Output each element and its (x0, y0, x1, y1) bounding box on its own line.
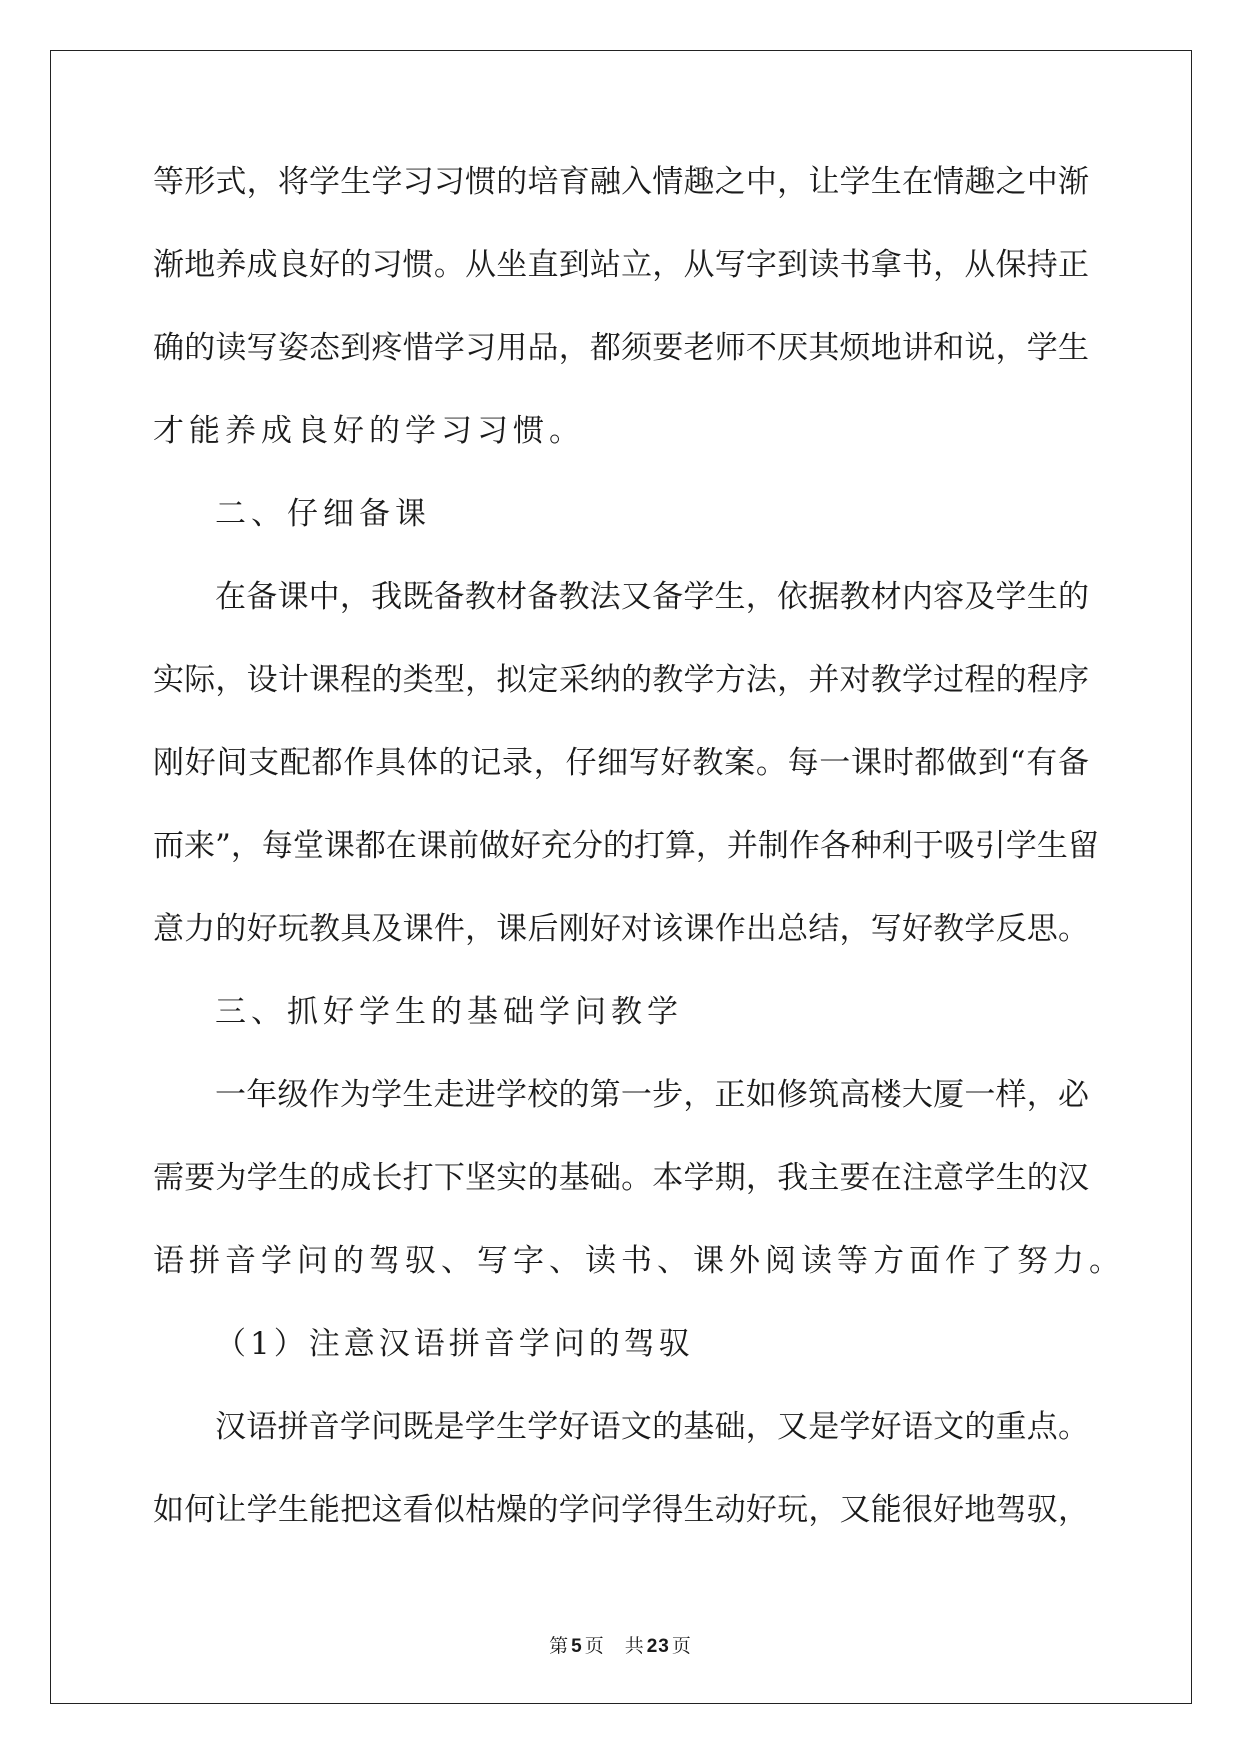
paragraph-line: 等形式，将学生学习习惯的培育融入情趣之中，让学生在情趣之中渐 (153, 164, 1089, 200)
page-suffix: 页 (584, 1635, 605, 1657)
paragraph-line: 实际，设计课程的类型，拟定采纳的教学方法，并对教学过程的程序 (153, 662, 1089, 698)
subsection-heading: （1）注意汉语拼音学问的驾驭 (215, 1326, 694, 1362)
paragraph-line: 才能养成良好的学习习惯。 (153, 413, 585, 449)
total-pages: 23 (646, 1636, 670, 1657)
paragraph-line: 汉语拼音学问既是学生学好语文的基础，又是学好语文的重点。 (215, 1409, 1089, 1445)
total-prefix: 共 (624, 1635, 645, 1657)
section-heading: 二、仔细备课 (215, 496, 431, 532)
paragraph-line: 如何让学生能把这看似枯燥的学问学得生动好玩，又能很好地驾驭， (153, 1492, 1089, 1528)
paragraph-line: 刚好间支配都作具体的记录，仔细写好教案。每一课时都做到“有备 (153, 745, 1089, 781)
page-number: 5 (571, 1636, 583, 1657)
paragraph-line: 语拼音学问的驾驭、写字、读书、课外阅读等方面作了努力。 (153, 1243, 1125, 1279)
paragraph-line: 而来”，每堂课都在课前做好充分的打算，并制作各种利于吸引学生留 (153, 828, 1099, 864)
paragraph-line: 确的读写姿态到疼惜学习用品，都须要老师不厌其烦地讲和说，学生 (153, 330, 1089, 366)
paragraph-line: 需要为学生的成长打下坚实的基础。本学期，我主要在注意学生的汉 (153, 1160, 1089, 1196)
paragraph-line: 意力的好玩教具及课件，课后刚好对该课作出总结，写好教学反思。 (153, 911, 1089, 947)
section-heading: 三、抓好学生的基础学问教学 (215, 994, 683, 1030)
page-prefix: 第 (549, 1635, 570, 1657)
paragraph-line: 一年级作为学生走进学校的第一步，正如修筑高楼大厦一样，必 (215, 1077, 1089, 1113)
document-body (153, 162, 1125, 1573)
paragraph-line: 在备课中，我既备教材备教法又备学生，依据教材内容及学生的 (215, 579, 1089, 615)
page-footer (0, 1631, 1241, 1658)
total-suffix: 页 (671, 1635, 692, 1657)
paragraph-line: 渐地养成良好的习惯。从坐直到站立，从写字到读书拿书，从保持正 (153, 247, 1089, 283)
